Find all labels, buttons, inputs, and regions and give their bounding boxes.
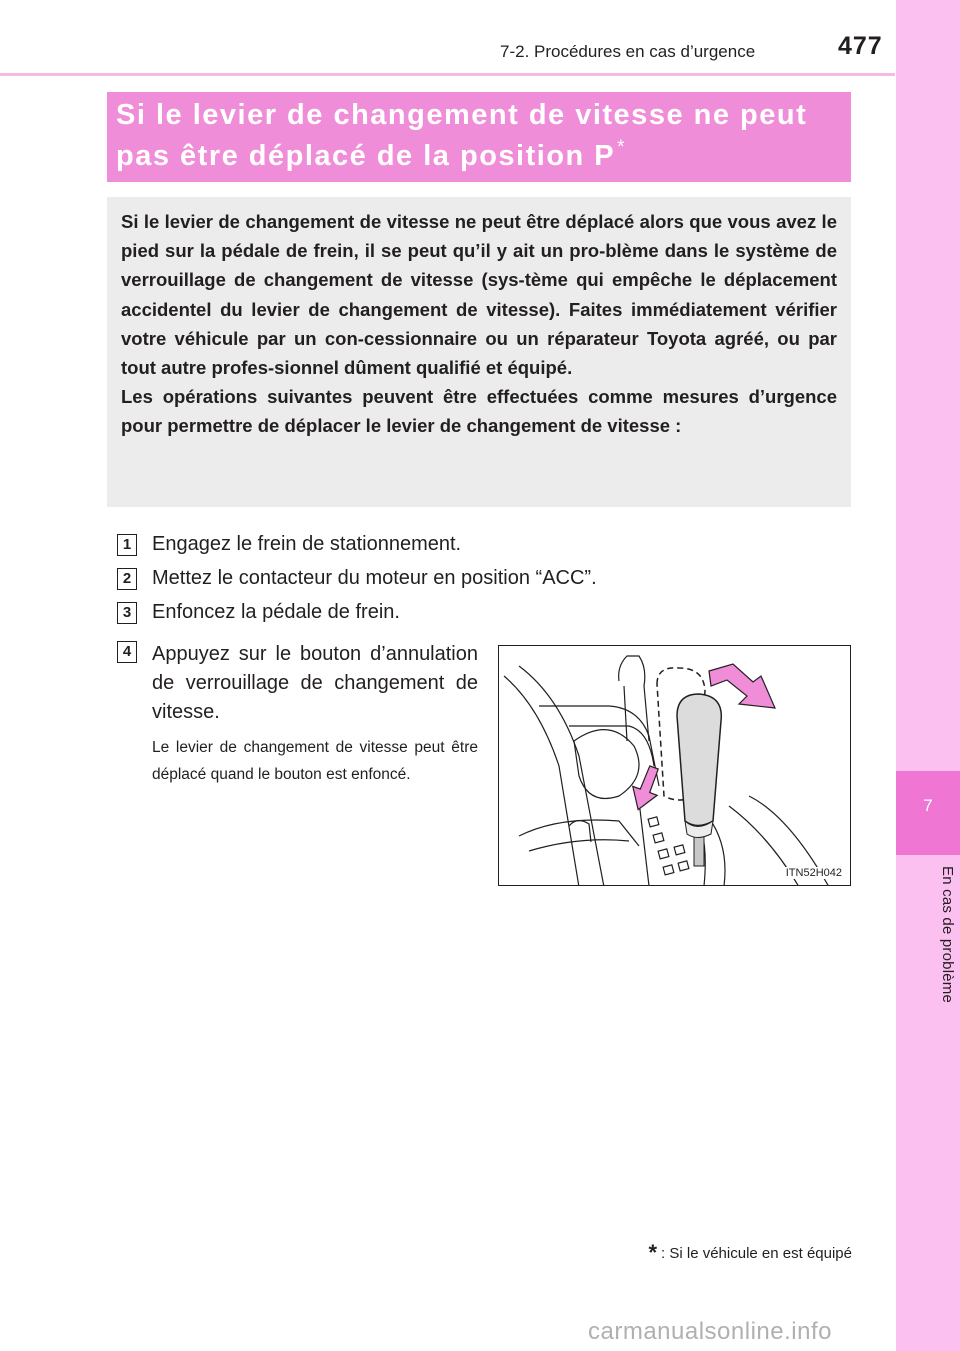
figure-code: ITN52H042 bbox=[785, 867, 842, 879]
chapter-side-band bbox=[896, 0, 960, 1351]
intro-paragraph-1: Si le levier de changement de vitesse ne peut être déplacé alors que vous avez le pied sur la pédale de frein, il se peut qu’il y ait un pro-blème dans le système de verrouillage de changement de vitesse (sys-tème qui empêche le déplacement accidentel du levier de changement de vitesse). Faites immédiatement vérifier votre véhicule par un con-cessionnaire ou un réparateur Toyota agréé, ou par tout autre profes-sionnel dûment qualifié et équipé. bbox=[121, 211, 837, 379]
page-number: 477 bbox=[838, 32, 883, 60]
footnote-asterisk: * bbox=[648, 1240, 658, 1265]
page-title-line-2-text: pas être déplacé de la position P bbox=[116, 140, 616, 172]
section-header: 7-2. Procédures en cas d’urgence bbox=[500, 42, 756, 61]
page-title-line-1: Si le levier de changement de vitesse ne peut bbox=[116, 99, 808, 131]
step-text-1: Engagez le frein de stationnement. bbox=[152, 533, 462, 555]
step-text-4: Appuyez sur le bouton d’annulation de verrouillage de changement de vitesse. bbox=[152, 643, 478, 723]
footnote bbox=[648, 1240, 852, 1266]
footnote-text: : Si le véhicule en est équipé bbox=[661, 1245, 852, 1262]
step-text-3: Enfoncez la pédale de frein. bbox=[152, 601, 400, 623]
watermark: carmanualsonline.info bbox=[588, 1318, 832, 1345]
step-number-2: 2 bbox=[117, 568, 137, 590]
page-title-line-2 bbox=[116, 137, 626, 173]
header-divider bbox=[0, 73, 895, 76]
step-number-4: 4 bbox=[117, 641, 137, 663]
shift-lever-illustration bbox=[499, 646, 851, 886]
step-note-4: Le levier de changement de vitesse peut être déplacé quand le bouton est enfoncé. bbox=[152, 739, 478, 783]
step-text-2: Mettez le contacteur du moteur en position “ACC”. bbox=[152, 567, 597, 589]
chapter-title: En cas de problème bbox=[939, 866, 956, 1004]
shift-lock-figure bbox=[498, 645, 851, 886]
intro-text bbox=[121, 207, 837, 441]
chapter-number: 7 bbox=[923, 796, 933, 815]
intro-paragraph-2: Les opérations suivantes peuvent être effectuées comme mesures d’urgence pour permettre de déplacer le levier de changement de vitesse : bbox=[121, 386, 837, 437]
step-number-1: 1 bbox=[117, 534, 137, 556]
step-number-3: 3 bbox=[117, 602, 137, 624]
title-asterisk: * bbox=[617, 137, 627, 158]
